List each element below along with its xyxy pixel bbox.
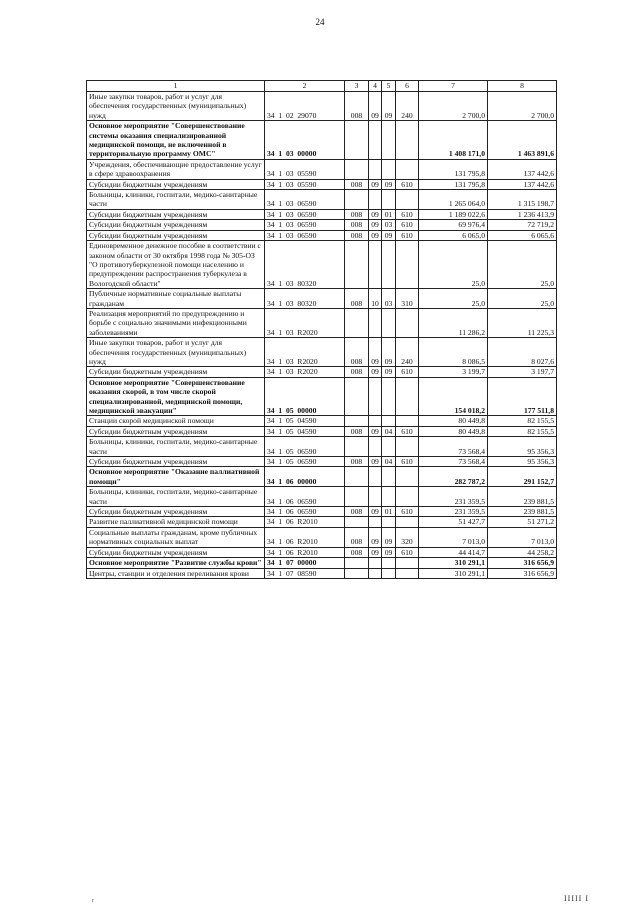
row-subsection [382,121,396,160]
row-name: Центры, станции и отделения переливания крови [87,568,265,578]
row-name: Реализация мероприятий по предупреждению и борьбе с социально значимыми инфекционными заболеваниями [87,308,265,337]
row-section [369,558,382,568]
row-ministry: 008 [345,209,369,219]
row-subsection [382,487,396,507]
column-header: 3 [345,81,369,92]
row-amount-year2: 1 315 198,7 [488,190,557,210]
row-amount-year1: 131 795,8 [419,179,488,189]
row-expense-type: 610 [396,220,419,230]
row-amount-year2: 3 197,7 [488,367,557,377]
row-ministry: 008 [345,92,369,121]
row-name: Публичные нормативные социальные выплаты гражданам [87,289,265,309]
row-ministry [345,467,369,487]
row-amount-year2: 51 271,2 [488,517,557,527]
row-ministry: 008 [345,367,369,377]
row-subsection [382,416,396,426]
row-subsection [382,558,396,568]
row-code: 34 1 03 80320 [265,289,345,309]
row-section [369,416,382,426]
row-name: Больницы, клиники, госпитали, медико-санитарные части [87,487,265,507]
row-expense-type: 240 [396,92,419,121]
row-subsection: 09 [382,230,396,240]
row-subsection: 03 [382,220,396,230]
row-amount-year2: 25,0 [488,241,557,289]
table-row [87,467,557,487]
row-ministry: 008 [345,289,369,309]
row-name: Субсидии бюджетным учреждениям [87,230,265,240]
column-header: 4 [369,81,382,92]
row-section [369,241,382,289]
row-code: 34 1 02 29070 [265,92,345,121]
row-ministry [345,159,369,179]
row-code: 34 1 03 06590 [265,209,345,219]
row-section: 09 [369,92,382,121]
row-name: Основное мероприятие "Оказание паллиативной помощи" [87,467,265,487]
row-ministry: 008 [345,338,369,367]
row-amount-year2: 137 442,6 [488,179,557,189]
row-subsection [382,568,396,578]
row-section [369,121,382,160]
row-name: Субсидии бюджетным учреждениям [87,426,265,436]
row-expense-type: 610 [396,367,419,377]
column-header: 8 [488,81,557,92]
row-name: Субсидии бюджетным учреждениям [87,209,265,219]
row-section [369,190,382,210]
table-row [87,426,557,436]
row-amount-year1: 282 787,2 [419,467,488,487]
row-subsection: 09 [382,338,396,367]
row-name: Субсидии бюджетным учреждениям [87,547,265,557]
footer-mark-left: r [92,898,94,904]
row-subsection: 03 [382,289,396,309]
row-subsection [382,241,396,289]
row-subsection [382,467,396,487]
row-expense-type [396,121,419,160]
table-row [87,547,557,557]
row-ministry: 008 [345,547,369,557]
row-ministry [345,377,369,416]
row-amount-year2: 316 656,9 [488,568,557,578]
row-section [369,377,382,416]
row-code: 34 1 03 06590 [265,230,345,240]
table-row [87,241,557,289]
row-code: 34 1 03 R2020 [265,308,345,337]
row-subsection: 09 [382,547,396,557]
row-amount-year2: 2 700,0 [488,92,557,121]
row-ministry: 008 [345,179,369,189]
column-header: 2 [265,81,345,92]
row-ministry: 008 [345,230,369,240]
row-ministry [345,487,369,507]
row-name: Единовременное денежное пособие в соответствии с законом области от 30 октября 1998 года № 305-ОЗ "О противотуберкулезной помощи населению и предупреждении распространения туберкулеза в Вологодской области" [87,241,265,289]
row-ministry [345,190,369,210]
row-amount-year2: 239 881,5 [488,487,557,507]
header-row [87,81,557,92]
row-amount-year1: 73 568,4 [419,457,488,467]
row-expense-type [396,517,419,527]
table-row [87,92,557,121]
row-code: 34 1 03 05590 [265,179,345,189]
row-section: 09 [369,426,382,436]
row-section [369,517,382,527]
row-expense-type [396,437,419,457]
row-code: 34 1 05 06590 [265,437,345,457]
row-amount-year2: 239 881,5 [488,507,557,517]
row-subsection [382,437,396,457]
row-ministry [345,517,369,527]
row-amount-year1: 6 065,0 [419,230,488,240]
row-name: Основное мероприятие "Развитие службы крови" [87,558,265,568]
row-expense-type [396,568,419,578]
row-amount-year1: 310 291,1 [419,568,488,578]
table-row [87,558,557,568]
row-subsection: 09 [382,527,396,547]
row-subsection [382,190,396,210]
row-code: 34 1 06 R2010 [265,527,345,547]
row-ministry: 008 [345,426,369,436]
table-row [87,289,557,309]
row-amount-year1: 25,0 [419,289,488,309]
table-row [87,159,557,179]
row-amount-year2: 82 155,5 [488,416,557,426]
table-row [87,230,557,240]
row-subsection: 09 [382,179,396,189]
row-code: 34 1 03 06590 [265,220,345,230]
row-expense-type [396,190,419,210]
row-section: 09 [369,230,382,240]
row-amount-year1: 231 359,5 [419,487,488,507]
row-name: Иные закупки товаров, работ и услуг для обеспечения государственных (муниципальных) нужд [87,92,265,121]
row-ministry: 008 [345,507,369,517]
row-amount-year1: 80 449,8 [419,426,488,436]
table-row [87,507,557,517]
row-amount-year2: 6 065,6 [488,230,557,240]
row-amount-year2: 316 656,9 [488,558,557,568]
row-amount-year2: 177 511,8 [488,377,557,416]
row-expense-type: 610 [396,547,419,557]
row-ministry: 008 [345,220,369,230]
table-row [87,527,557,547]
row-expense-type [396,487,419,507]
row-amount-year2: 1 463 891,6 [488,121,557,160]
row-code: 34 1 03 06590 [265,190,345,210]
row-ministry [345,121,369,160]
row-section [369,568,382,578]
row-amount-year1: 73 568,4 [419,437,488,457]
row-code: 34 1 06 06590 [265,487,345,507]
row-name: Станции скорой медицинской помощи [87,416,265,426]
row-code: 34 1 07 08590 [265,568,345,578]
row-expense-type: 610 [396,209,419,219]
column-header: 5 [382,81,396,92]
table-row [87,338,557,367]
row-amount-year1: 11 286,2 [419,308,488,337]
row-name: Больницы, клиники, госпитали, медико-санитарные части [87,190,265,210]
row-expense-type: 610 [396,179,419,189]
row-subsection [382,159,396,179]
row-code: 34 1 07 00000 [265,558,345,568]
row-amount-year1: 8 086,5 [419,338,488,367]
row-expense-type: 610 [396,457,419,467]
row-code: 34 1 05 06590 [265,457,345,467]
row-code: 34 1 03 05590 [265,159,345,179]
row-ministry [345,308,369,337]
row-subsection: 09 [382,367,396,377]
row-amount-year1: 69 976,4 [419,220,488,230]
row-section: 09 [369,507,382,517]
row-code: 34 1 06 00000 [265,467,345,487]
row-ministry: 008 [345,457,369,467]
row-code: 34 1 03 R2020 [265,367,345,377]
table-row [87,209,557,219]
column-header: 1 [87,81,265,92]
row-name: Субсидии бюджетным учреждениям [87,179,265,189]
row-amount-year1: 80 449,8 [419,416,488,426]
row-expense-type: 610 [396,230,419,240]
row-amount-year2: 291 152,7 [488,467,557,487]
row-expense-type [396,558,419,568]
row-amount-year1: 1 408 171,0 [419,121,488,160]
row-section: 10 [369,289,382,309]
row-amount-year1: 1 265 064,0 [419,190,488,210]
table-row [87,179,557,189]
row-code: 34 1 05 00000 [265,377,345,416]
row-ministry [345,568,369,578]
row-name: Основное мероприятие "Совершенствование оказания скорой, в том числе скорой специализированной, медицинской помощи, медицинской эвакуации" [87,377,265,416]
row-name: Развитие паллиативной медицинской помощи [87,517,265,527]
row-amount-year2: 11 225,3 [488,308,557,337]
row-amount-year1: 231 359,5 [419,507,488,517]
row-amount-year2: 72 719,2 [488,220,557,230]
row-amount-year2: 1 236 413,9 [488,209,557,219]
table-row [87,377,557,416]
row-name: Социальные выплаты гражданам, кроме публичных нормативных социальных выплат [87,527,265,547]
row-code: 34 1 06 R2010 [265,517,345,527]
column-header: 7 [419,81,488,92]
row-amount-year1: 2 700,0 [419,92,488,121]
row-section [369,308,382,337]
row-amount-year2: 95 356,3 [488,437,557,457]
row-amount-year1: 310 291,1 [419,558,488,568]
row-section: 09 [369,220,382,230]
row-subsection: 04 [382,457,396,467]
table-row [87,437,557,457]
row-subsection [382,517,396,527]
table-row [87,457,557,467]
row-name: Больницы, клиники, госпитали, медико-санитарные части [87,437,265,457]
row-amount-year2: 8 027,6 [488,338,557,367]
row-name: Основное мероприятие "Совершенствование системы оказания специализированной медицинской помощи, не включенной в территориальную программу ОМС" [87,121,265,160]
row-code: 34 1 03 00000 [265,121,345,160]
row-ministry [345,558,369,568]
row-amount-year2: 137 442,6 [488,159,557,179]
column-header: 6 [396,81,419,92]
row-amount-year2: 82 155,5 [488,426,557,436]
row-amount-year1: 3 199,7 [419,367,488,377]
row-section: 09 [369,457,382,467]
row-subsection: 04 [382,426,396,436]
table-row [87,517,557,527]
row-amount-year1: 7 013,0 [419,527,488,547]
row-amount-year2: 25,0 [488,289,557,309]
row-amount-year2: 7 013,0 [488,527,557,547]
row-code: 34 1 03 R2020 [265,338,345,367]
row-amount-year1: 154 018,2 [419,377,488,416]
row-section [369,467,382,487]
table-row [87,416,557,426]
row-section: 09 [369,338,382,367]
table-row [87,487,557,507]
row-amount-year1: 1 189 022,6 [419,209,488,219]
table-row [87,367,557,377]
row-expense-type: 240 [396,338,419,367]
row-section: 09 [369,547,382,557]
row-expense-type [396,467,419,487]
table-row [87,308,557,337]
row-expense-type: 610 [396,426,419,436]
row-ministry [345,416,369,426]
row-subsection: 09 [382,92,396,121]
table-body [87,92,557,579]
row-expense-type [396,241,419,289]
row-amount-year1: 131 795,8 [419,159,488,179]
row-amount-year1: 51 427,7 [419,517,488,527]
row-subsection [382,308,396,337]
row-section: 09 [369,367,382,377]
table-row [87,220,557,230]
row-code: 34 1 06 06590 [265,507,345,517]
row-amount-year1: 44 414,7 [419,547,488,557]
row-section: 09 [369,179,382,189]
row-expense-type [396,416,419,426]
row-amount-year1: 25,0 [419,241,488,289]
row-ministry: 008 [345,527,369,547]
row-code: 34 1 06 R2010 [265,547,345,557]
row-section: 09 [369,527,382,547]
page-number: 24 [315,17,325,27]
row-code: 34 1 03 80320 [265,241,345,289]
row-section [369,159,382,179]
row-expense-type: 320 [396,527,419,547]
row-expense-type [396,377,419,416]
row-expense-type [396,159,419,179]
row-expense-type [396,308,419,337]
row-amount-year2: 95 356,3 [488,457,557,467]
table-row [87,121,557,160]
row-section [369,487,382,507]
budget-table [86,80,557,579]
row-code: 34 1 05 04590 [265,416,345,426]
row-expense-type: 310 [396,289,419,309]
row-name: Иные закупки товаров, работ и услуг для обеспечения государственных (муниципальных) нужд [87,338,265,367]
row-name: Учреждения, обеспечивающие предоставление услуг в сфере здравоохранения [87,159,265,179]
row-section [369,437,382,457]
row-name: Субсидии бюджетным учреждениям [87,220,265,230]
row-section: 09 [369,209,382,219]
row-name: Субсидии бюджетным учреждениям [87,457,265,467]
row-subsection [382,377,396,416]
footer-mark-right: IIIII I [564,894,589,903]
row-expense-type: 610 [396,507,419,517]
table-row [87,190,557,210]
row-subsection: 01 [382,507,396,517]
row-subsection: 01 [382,209,396,219]
table-row [87,568,557,578]
row-name: Субсидии бюджетным учреждениям [87,367,265,377]
row-code: 34 1 05 04590 [265,426,345,436]
row-amount-year2: 44 258,2 [488,547,557,557]
row-name: Субсидии бюджетным учреждениям [87,507,265,517]
row-ministry [345,241,369,289]
row-ministry [345,437,369,457]
